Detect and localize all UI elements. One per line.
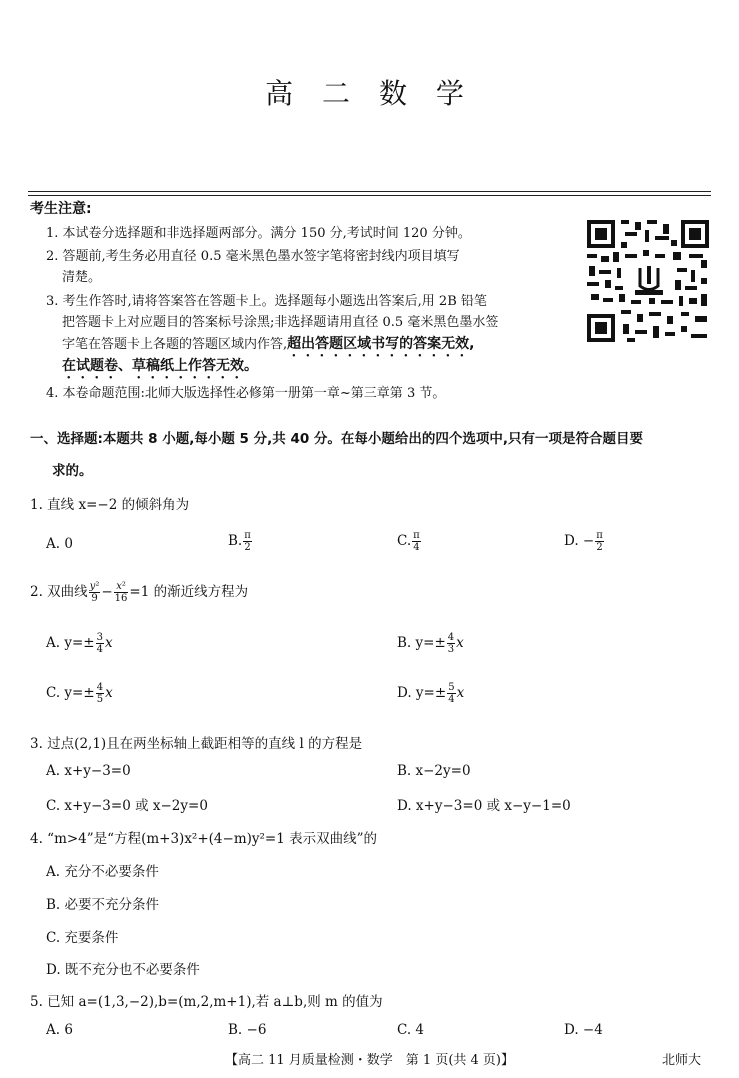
q2-option-a: A. y=± $\frac{3}{4}$ x	[46, 632, 113, 655]
q3-option-a: A. x+y−3=0	[46, 763, 131, 779]
q1-option-a: A. 0	[46, 536, 73, 552]
q2-option-c: C. y=± $\frac{4}{5}$ x	[46, 682, 113, 705]
notice-item-4: 4. 本卷命题范围:北师大版选择性必修第一册第一章~第三章第 3 节。	[46, 386, 446, 401]
q1-option-c	[397, 530, 422, 553]
question-1-stem: 1. 直线 x=−2 的倾斜角为	[30, 497, 190, 513]
notice-item-1: 1. 本试卷分选择题和非选择题两部分。满分 150 分,考试时间 120 分钟。	[46, 226, 471, 241]
q2-option-c-label: C. y=±	[46, 685, 95, 701]
page-title: 高 二 数 学	[265, 77, 474, 110]
q1-option-c-frac: $\frac{\pi}{4}$	[413, 530, 420, 553]
q2-frac-y: $\frac{\text{y²}}{9}$	[89, 581, 100, 604]
header-rule-thin	[28, 195, 711, 196]
q3-option-d: D. x+y−3=0 或 x−y−1=0	[397, 798, 571, 814]
q3-option-b: B. x−2y=0	[397, 763, 471, 779]
q2-option-a-frac: $\frac{3}{4}$	[96, 632, 103, 655]
q2-option-d-label: D. y=±	[397, 685, 447, 701]
notice-emphasis-1: 超出答题区域书写的答案无效,	[287, 336, 475, 352]
notice-heading: 考生注意:	[30, 201, 92, 217]
q5-option-b: B. −6	[228, 1022, 267, 1038]
q1-option-b-frac: $\frac{\pi}{2}$	[244, 530, 251, 553]
question-2-stem: 2. 双曲线 $\frac{\text{y²}}{9}$ − $\frac{\text{x²}}{16}$ =1 的渐近线方程为	[30, 581, 249, 604]
q5-option-c: C. 4	[397, 1022, 425, 1038]
q4-option-b: B. 必要不充分条件	[46, 897, 160, 913]
notice-item-3-line3-text: 字笔在答题卡上各题的答题区域内作答,	[62, 337, 288, 352]
q2-frac-x: $\frac{\text{x²}}{16}$	[114, 581, 128, 604]
q3-option-c: C. x+y−3=0 或 x−2y=0	[46, 798, 208, 814]
q1-option-b-label: B.	[228, 533, 243, 549]
notice-item-2-line2: 清楚。	[62, 270, 102, 285]
q1-option-d-label: D. −	[564, 533, 595, 549]
notice-item-2-line1: 2. 答题前,考生务必用直径 0.5 毫米黑色墨水签字笔将密封线内项目填写	[46, 249, 460, 264]
notice-emphasis-2: 在试题卷、草稿纸上作答无效。	[62, 358, 258, 374]
q1-option-d	[564, 530, 605, 553]
q2-stem-prefix: 2. 双曲线	[30, 584, 88, 600]
qr-code-image	[585, 218, 711, 344]
section-heading-cont: 求的。	[52, 463, 93, 479]
page-footer: 【高二 11 月质量检测・数学 第 1 页(共 4 页)】	[224, 1053, 515, 1068]
q2-option-d: D. y=± $\frac{5}{4}$ x	[397, 682, 465, 705]
q2-option-b-frac: $\frac{4}{3}$	[447, 632, 455, 655]
q2-option-b-label: B. y=±	[397, 635, 446, 651]
footer-edition: 北师大	[661, 1053, 701, 1068]
q2-option-c-frac: $\frac{4}{5}$	[96, 682, 104, 705]
question-4-stem: 4. “m>4”是“方程(m+3)x²+(4−m)y²=1 表示双曲线”的	[30, 831, 378, 847]
question-3-stem: 3. 过点(2,1)且在两坐标轴上截距相等的直线 l 的方程是	[30, 736, 363, 752]
q4-option-d: D. 既不充分也不必要条件	[46, 962, 200, 978]
q1-option-b	[228, 530, 253, 553]
q2-stem-suffix: =1 的渐近线方程为	[129, 584, 249, 600]
q4-option-a: A. 充分不必要条件	[46, 864, 159, 880]
q1-option-d-frac: $\frac{\pi}{2}$	[596, 530, 603, 553]
notice-item-3-line1: 3. 考生作答时,请将答案答在答题卡上。选择题每小题选出答案后,用 2B 铅笔	[46, 294, 487, 309]
section-heading: 一、选择题:本题共 8 小题,每小题 5 分,共 40 分。在每小题给出的四个选项中,只有一项是符合题目要	[30, 431, 644, 447]
question-5-stem: 5. 已知 a=(1,3,−2),b=(m,2,m+1),若 a⊥b,则 m 的值为	[30, 994, 383, 1010]
q1-option-c-label: C.	[397, 533, 412, 549]
q2-option-a-label: A. y=±	[46, 635, 95, 651]
q2-option-b: B. y=± $\frac{4}{3}$ x	[397, 632, 464, 655]
header-rule	[28, 191, 711, 192]
q5-option-d: D. −4	[564, 1022, 603, 1038]
q2-option-d-frac: $\frac{5}{4}$	[448, 682, 455, 705]
q4-option-c: C. 充要条件	[46, 930, 119, 946]
q5-option-a: A. 6	[46, 1022, 73, 1038]
notice-item-3-line2: 把答题卡上对应题目的答案标号涂黑;非选择题请用直径 0.5 毫米黑色墨水签	[62, 315, 499, 330]
